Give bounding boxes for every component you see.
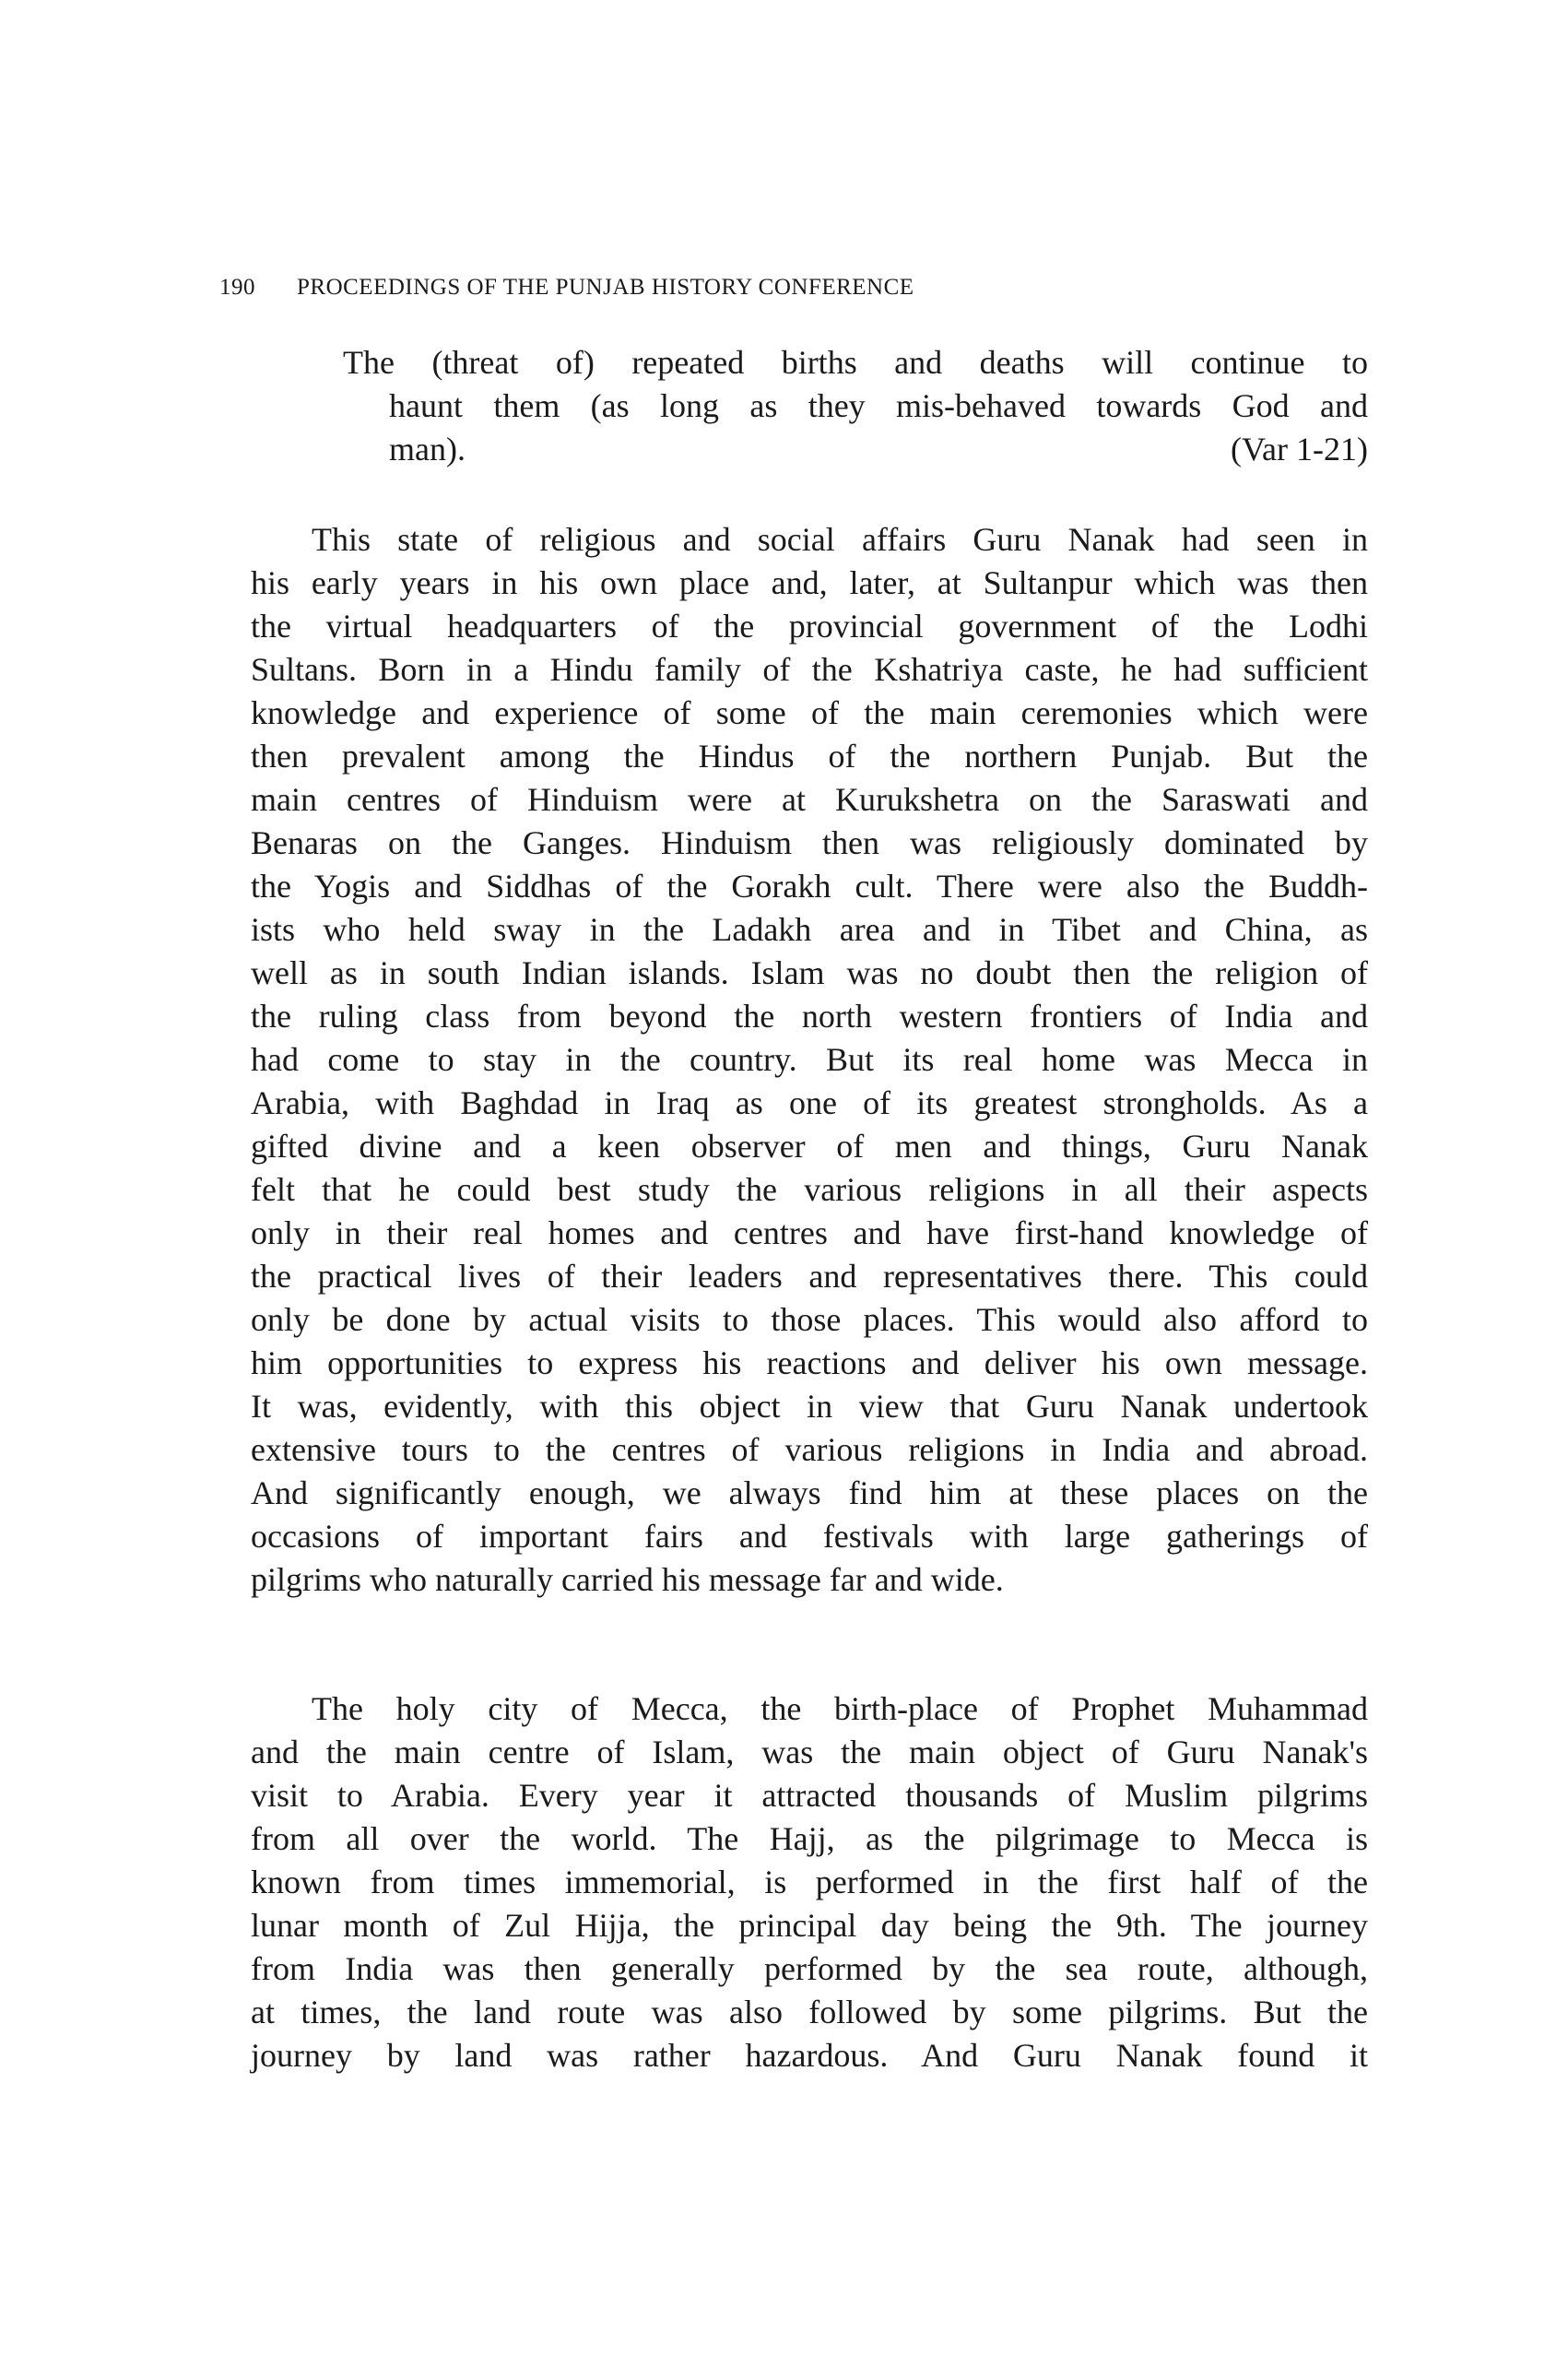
- quote-line: The (threat of) repeated births and deaths will continue to: [343, 344, 1368, 381]
- text-line: the Yogis and Siddhas of the Gorakh cult. There were also the Buddh-: [251, 868, 1368, 905]
- text-line: gifted divine and a keen observer of men and things, Guru Nanak: [251, 1128, 1368, 1165]
- quote-final-line: [343, 428, 1368, 471]
- text-line: felt that he could best study the various religions in all their aspects: [251, 1171, 1368, 1208]
- text-line: lunar month of Zul Hijja, the principal day being the 9th. The journey: [251, 1907, 1368, 1944]
- text-line: visit to Arabia. Every year it attracted thousands of Muslim pilgrims: [251, 1777, 1368, 1814]
- text-line: had come to stay in the country. But its real home was Mecca in: [251, 1041, 1368, 1078]
- text-line: This state of religious and social affairs Guru Nanak had seen in: [312, 521, 1368, 558]
- verse-quotation: [343, 341, 1368, 471]
- running-header: [219, 269, 1362, 306]
- text-line: And significantly enough, we always find him at these places on the: [251, 1474, 1368, 1511]
- quote-line: haunt them (as long as they mis-behaved towards God and: [389, 387, 1368, 424]
- text-line: only in their real homes and centres and have first-hand knowledge of: [251, 1214, 1368, 1251]
- body-paragraph-mecca: [251, 1687, 1368, 2077]
- text-line: the practical lives of their leaders and representatives there. This could: [251, 1258, 1368, 1295]
- text-line: Sultans. Born in a Hindu family of the Kshatriya caste, he had sufficient: [251, 651, 1368, 688]
- text-line: at times, the land route was also followed by some pilgrims. But the: [251, 1994, 1368, 2030]
- text-line: and the main centre of Islam, was the main object of Guru Nanak's: [251, 1734, 1368, 1770]
- text-line: from India was then generally performed by the sea route, although,: [251, 1950, 1368, 1987]
- text-line: extensive tours to the centres of various religions in India and abroad.: [251, 1431, 1368, 1468]
- text-line: the ruling class from beyond the north western frontiers of India and: [251, 998, 1368, 1035]
- text-line: journey by land was rather hazardous. And Guru Nanak found it: [251, 2037, 1368, 2074]
- quote-line: man).: [389, 431, 466, 468]
- text-line: ists who held sway in the Ladakh area and in Tibet and China, as: [251, 911, 1368, 948]
- text-line: well as in south Indian islands. Islam was no doubt then the religion of: [251, 954, 1368, 991]
- text-line: Arabia, with Baghdad in Iraq as one of its greatest strongholds. As a: [251, 1084, 1368, 1121]
- text-line: his early years in his own place and, later, at Sultanpur which was then: [251, 564, 1368, 601]
- text-line: Benaras on the Ganges. Hinduism then was religiously dominated by: [251, 824, 1368, 861]
- running-title: PROCEEDINGS OF THE PUNJAB HISTORY CONFERENCE: [297, 275, 914, 300]
- text-line: The holy city of Mecca, the birth-place of Prophet Muhammad: [312, 1690, 1368, 1727]
- quote-reference: (Var 1-21): [1231, 431, 1368, 468]
- text-line: only be done by actual visits to those places. This would also afford to: [251, 1301, 1368, 1338]
- text-line: pilgrims who naturally carried his message far and wide.: [251, 1561, 1004, 1598]
- text-line: from all over the world. The Hajj, as the pilgrimage to Mecca is: [251, 1820, 1368, 1857]
- text-line: the virtual headquarters of the provincial government of the Lodhi: [251, 608, 1368, 645]
- text-line: knowledge and experience of some of the main ceremonies which were: [251, 694, 1368, 731]
- text-line: It was, evidently, with this object in view that Guru Nanak undertook: [251, 1388, 1368, 1425]
- text-line: main centres of Hinduism were at Kurukshetra on the Saraswati and: [251, 781, 1368, 818]
- body-paragraph-religious-affairs: [251, 518, 1368, 1602]
- text-line: him opportunities to express his reactions and deliver his own message.: [251, 1344, 1368, 1381]
- page-number: 190: [219, 275, 255, 300]
- text-line: occasions of important fairs and festivals with large gatherings of: [251, 1518, 1368, 1555]
- text-line: then prevalent among the Hindus of the northern Punjab. But the: [251, 738, 1368, 775]
- text-line: known from times immemorial, is performed in the first half of the: [251, 1864, 1368, 1900]
